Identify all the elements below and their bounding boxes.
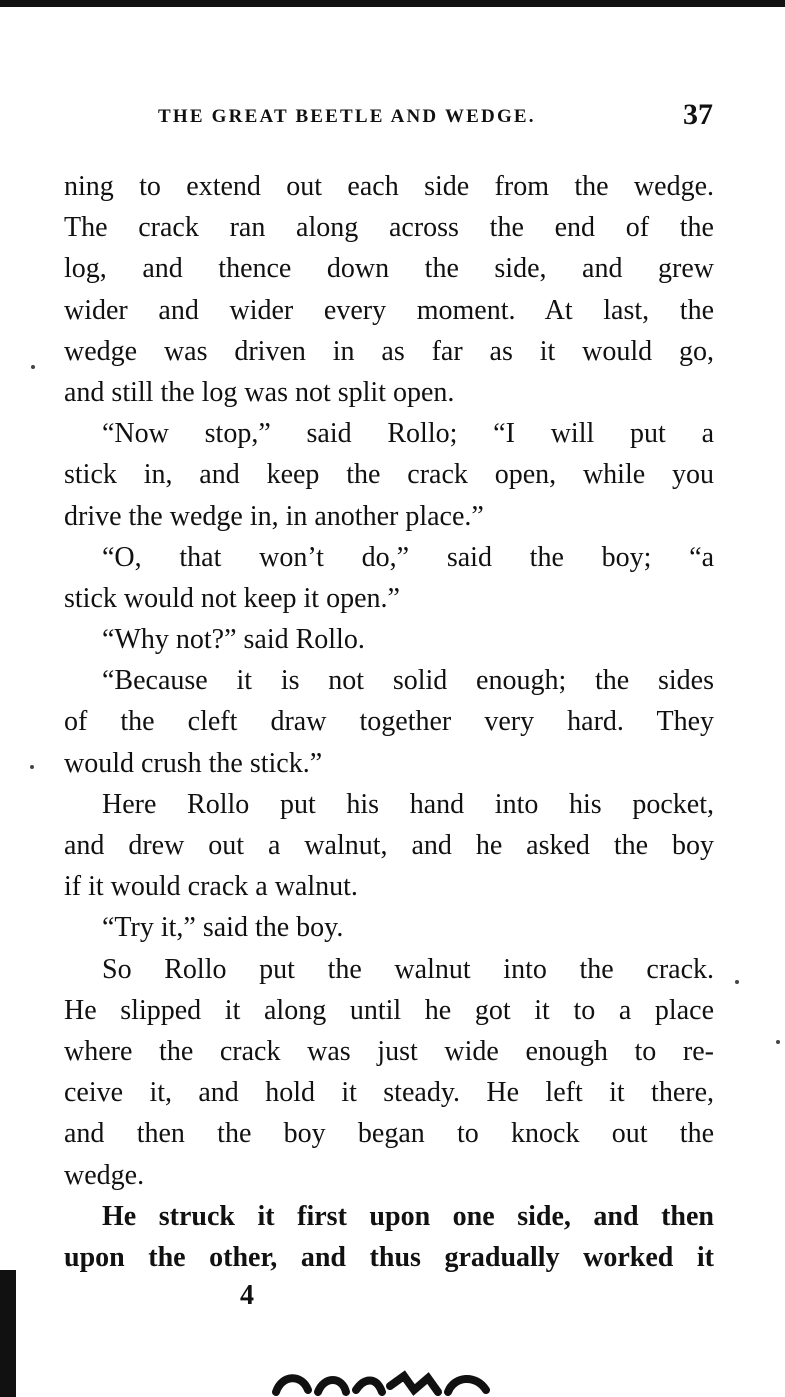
running-head bbox=[158, 98, 713, 138]
text-line: “Why not?” said Rollo. bbox=[102, 624, 365, 656]
text-line: and drew out a walnut, and he asked the boy bbox=[64, 830, 714, 861]
scan-speck bbox=[735, 980, 739, 984]
top-border-rule bbox=[0, 0, 785, 7]
text-line: drive the wedge in, in another place.” bbox=[64, 500, 484, 532]
running-title: THE GREAT BEETLE AND WEDGE. bbox=[158, 106, 536, 127]
scan-speck bbox=[31, 365, 35, 369]
text-line: He slipped it along until he got it to a place bbox=[64, 994, 714, 1026]
signature-mark: 4 bbox=[240, 1280, 254, 1311]
text-line: The crack ran along across the end of the bbox=[64, 212, 714, 244]
text-line: and still the log was not split open. bbox=[64, 376, 455, 408]
text-line: wedge was driven in as far as it would go, bbox=[64, 335, 714, 367]
text-line: stick would not keep it open.” bbox=[64, 582, 400, 614]
scan-edge-shadow bbox=[0, 1270, 16, 1397]
text-line: wedge. bbox=[64, 1159, 145, 1191]
text-line: ning to extend out each side from the wedge. bbox=[64, 171, 714, 202]
text-line: upon the other, and thus gradually worked it bbox=[64, 1241, 714, 1273]
text-line: He struck it first upon one side, and then bbox=[102, 1200, 714, 1232]
text-line: of the cleft draw together very hard. They bbox=[64, 706, 714, 738]
text-line: “O, that won’t do,” said the boy; “a bbox=[102, 541, 714, 573]
text-line: wider and wider every moment. At last, the bbox=[64, 294, 714, 326]
text-line: So Rollo put the walnut into the crack. bbox=[102, 953, 714, 985]
page-number: 37 bbox=[683, 98, 713, 131]
scan-speck bbox=[776, 1040, 780, 1044]
cropped-scan-artifact bbox=[272, 1362, 492, 1397]
scan-speck bbox=[30, 765, 34, 769]
text-line: “Now stop,” said Rollo; “I will put a bbox=[102, 418, 714, 450]
text-line: where the crack was just wide enough to re- bbox=[64, 1035, 714, 1067]
text-line: log, and thence down the side, and grew bbox=[64, 253, 714, 285]
text-line: “Try it,” said the boy. bbox=[102, 912, 344, 944]
text-line: Here Rollo put his hand into his pocket, bbox=[102, 788, 714, 820]
text-line: “Because it is not solid enough; the sides bbox=[102, 665, 714, 697]
text-line: would crush the stick.” bbox=[64, 747, 323, 779]
text-line: and then the boy began to knock out the bbox=[64, 1118, 714, 1150]
body-text bbox=[64, 166, 714, 1278]
text-line: stick in, and keep the crack open, while you bbox=[64, 459, 714, 491]
text-line: ceive it, and hold it steady. He left it there, bbox=[64, 1077, 714, 1109]
text-line: if it would crack a walnut. bbox=[64, 871, 358, 903]
